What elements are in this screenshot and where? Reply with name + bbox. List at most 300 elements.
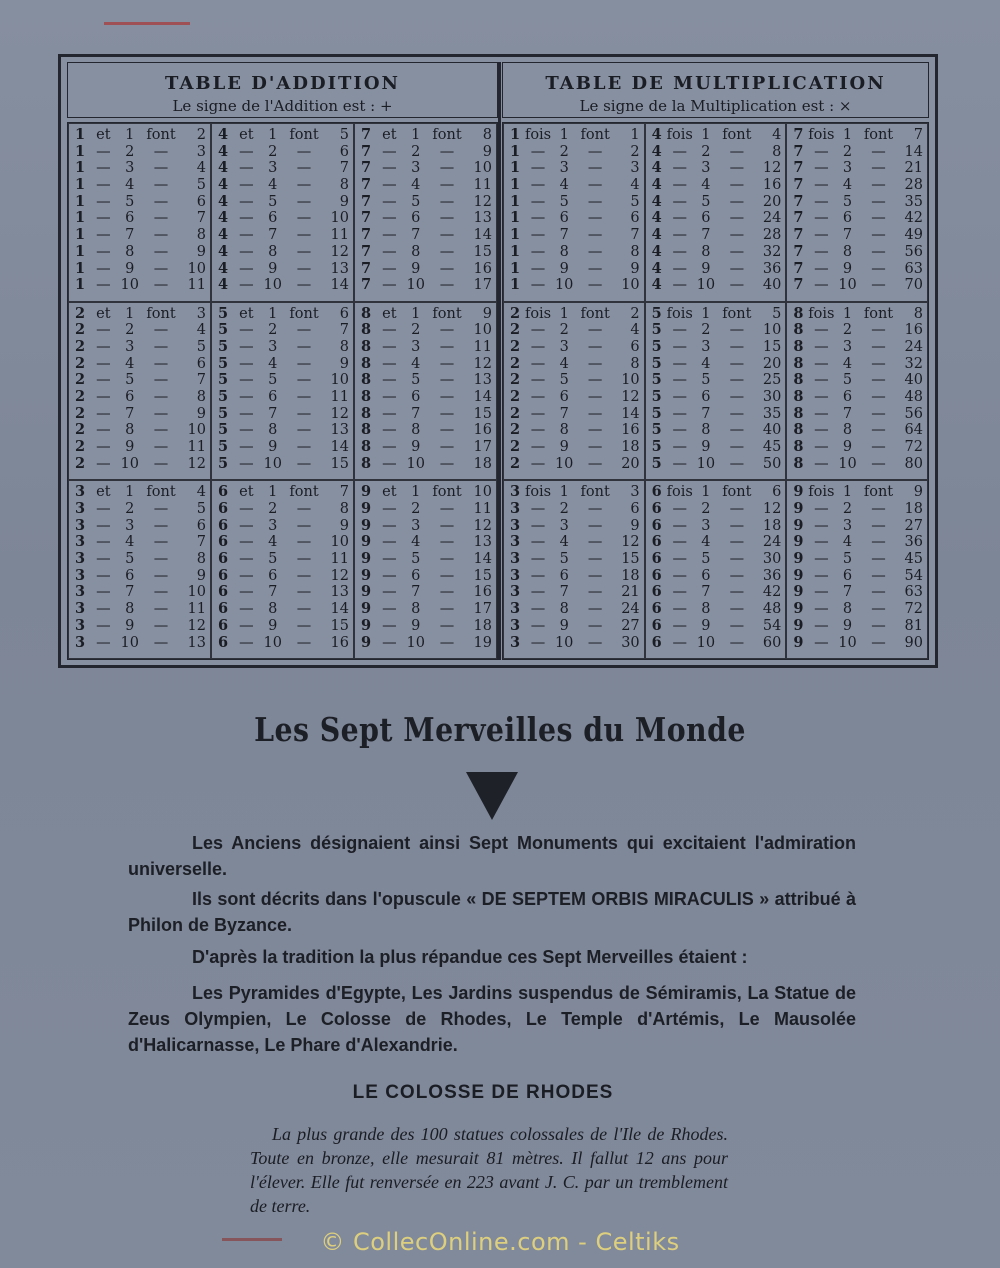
table-cell: 20 <box>762 193 782 210</box>
addition-block-8 <box>354 302 497 481</box>
table-cell: 32 <box>762 243 782 260</box>
table-row <box>218 618 349 635</box>
table-cell: 2 <box>701 143 711 160</box>
table-cell: fois <box>808 127 835 143</box>
table-cell: 7 <box>793 176 804 194</box>
table-cell: 80 <box>904 455 923 472</box>
table-row <box>652 356 782 373</box>
table-cell: 2 <box>411 143 421 160</box>
table-cell: — <box>239 617 254 634</box>
table-cell: 3 <box>268 160 278 177</box>
table-cell: 1 <box>510 276 521 294</box>
table-cell: — <box>96 405 111 422</box>
table-cell: — <box>296 617 312 634</box>
table-row <box>361 244 492 261</box>
table-cell: 13 <box>473 210 492 227</box>
table-cell: — <box>530 227 546 244</box>
table-cell: — <box>672 517 687 534</box>
table-cell: — <box>530 501 546 518</box>
table-cell: 25 <box>762 372 782 389</box>
table-cell: — <box>672 405 687 422</box>
table-row <box>75 306 206 323</box>
table-cell: 8 <box>361 404 372 422</box>
table-cell: — <box>672 551 687 568</box>
table-row <box>361 127 492 144</box>
table-cell: 3 <box>510 550 521 568</box>
table-cell: — <box>871 601 886 618</box>
table-cell: 4 <box>842 177 853 194</box>
table-cell: 6 <box>651 533 662 551</box>
table-cell: — <box>296 551 312 568</box>
table-cell: 4 <box>772 127 782 143</box>
table-cell: 54 <box>904 567 923 584</box>
table-cell: — <box>871 339 886 356</box>
table-cell: font <box>146 127 176 143</box>
table-cell: — <box>239 405 254 422</box>
table-cell: 16 <box>330 634 349 651</box>
table-cell: — <box>439 372 455 389</box>
table-cell: 8 <box>793 388 804 406</box>
table-cell: 2 <box>701 501 711 518</box>
table-cell: 72 <box>904 601 923 618</box>
table-cell: font <box>432 305 462 322</box>
table-cell: 7 <box>559 584 569 601</box>
table-cell: 17 <box>473 601 492 618</box>
table-cell: 9 <box>630 517 640 534</box>
table-cell: 5 <box>196 177 206 194</box>
table-row <box>793 422 923 439</box>
table-cell: 4 <box>630 177 640 194</box>
table-cell: 1 <box>75 142 86 160</box>
table-cell: — <box>239 584 254 601</box>
table-cell: 2 <box>75 421 86 439</box>
table-cell: — <box>587 177 603 194</box>
table-cell: 35 <box>904 193 923 210</box>
table-cell: 8 <box>630 243 640 260</box>
table-cell: 9 <box>701 439 711 456</box>
table-cell: — <box>672 260 687 277</box>
table-cell: 1 <box>75 226 86 244</box>
table-cell: 2 <box>510 338 521 356</box>
table-cell: 5 <box>218 338 229 356</box>
table-cell: 11 <box>473 501 492 518</box>
table-cell: 45 <box>904 551 923 568</box>
table-cell: 18 <box>473 455 492 472</box>
table-cell: — <box>530 567 546 584</box>
table-row <box>652 227 782 244</box>
table-row <box>793 551 923 568</box>
table-row <box>361 618 492 635</box>
table-cell: — <box>239 439 254 456</box>
table-row <box>361 534 492 551</box>
table-row <box>75 210 206 227</box>
table-row <box>652 484 782 501</box>
table-row <box>793 635 923 652</box>
table-cell: 3 <box>75 533 86 551</box>
table-cell: — <box>239 517 254 534</box>
table-row <box>361 372 492 389</box>
table-row <box>652 456 782 473</box>
table-cell: 3 <box>510 583 521 601</box>
table-cell: 8 <box>482 127 492 143</box>
table-cell: — <box>439 617 455 634</box>
table-cell: 7 <box>361 209 372 227</box>
table-cell: 3 <box>411 517 421 534</box>
table-cell: 4 <box>651 159 662 177</box>
table-row <box>652 261 782 278</box>
table-cell: — <box>729 143 745 160</box>
table-cell: — <box>814 355 829 372</box>
table-cell: 5 <box>125 193 135 210</box>
table-cell: — <box>439 601 455 618</box>
table-cell: — <box>729 517 745 534</box>
table-cell: — <box>439 177 455 194</box>
multiplication-block-7 <box>786 123 928 302</box>
table-cell: 28 <box>762 227 782 244</box>
table-cell: 6 <box>268 567 278 584</box>
addition-grid <box>67 122 498 660</box>
table-cell: — <box>814 160 829 177</box>
table-cell: — <box>530 372 546 389</box>
table-cell: 6 <box>651 600 662 618</box>
table-row <box>652 406 782 423</box>
addition-block-6 <box>211 480 354 659</box>
table-cell: — <box>382 177 397 194</box>
table-row <box>361 322 492 339</box>
table-cell: — <box>382 339 397 356</box>
table-cell: 8 <box>793 321 804 339</box>
table-cell: 9 <box>793 483 804 501</box>
table-cell: — <box>672 143 687 160</box>
table-cell: 36 <box>904 534 923 551</box>
table-row <box>793 439 923 456</box>
table-cell: — <box>382 617 397 634</box>
table-cell: 5 <box>218 321 229 339</box>
table-cell: 4 <box>268 177 278 194</box>
table-row <box>75 244 206 261</box>
table-cell: — <box>814 534 829 551</box>
table-cell: 9 <box>361 500 372 518</box>
table-row <box>793 534 923 551</box>
table-row <box>218 277 349 294</box>
table-cell: — <box>587 227 603 244</box>
table-cell: 11 <box>187 277 206 294</box>
table-cell: — <box>296 601 312 618</box>
table-cell: 9 <box>793 516 804 534</box>
table-cell: 14 <box>330 601 349 618</box>
top-red-line <box>104 22 190 25</box>
table-cell: 3 <box>559 339 569 356</box>
table-cell: — <box>439 455 455 472</box>
table-cell: — <box>239 277 254 294</box>
table-cell: 6 <box>651 633 662 651</box>
table-cell: — <box>729 193 745 210</box>
table-cell: 14 <box>621 405 640 422</box>
table-cell: 15 <box>473 405 492 422</box>
table-cell: — <box>530 634 546 651</box>
multiplication-grid <box>502 122 929 660</box>
table-cell: 10 <box>330 372 349 389</box>
table-cell: 2 <box>510 371 521 389</box>
multiplication-block-2 <box>503 302 645 481</box>
table-cell: 4 <box>701 534 711 551</box>
table-cell: 11 <box>473 339 492 356</box>
table-row <box>652 244 782 261</box>
table-cell: — <box>587 322 603 339</box>
table-cell: — <box>153 551 169 568</box>
table-cell: 6 <box>218 600 229 618</box>
table-cell: 4 <box>218 142 229 160</box>
table-cell: 6 <box>842 389 853 406</box>
table-cell: — <box>814 584 829 601</box>
table-cell: 1 <box>559 484 569 501</box>
table-cell: 5 <box>651 421 662 439</box>
table-cell: 5 <box>651 438 662 456</box>
table-cell: — <box>153 260 169 277</box>
table-cell: — <box>587 517 603 534</box>
table-cell: — <box>672 389 687 406</box>
triangle-ornament <box>466 772 518 820</box>
table-cell: 1 <box>268 484 278 501</box>
table-cell: 10 <box>838 455 857 472</box>
table-cell: 7 <box>339 484 349 501</box>
table-cell: 12 <box>473 517 492 534</box>
table-cell: 8 <box>630 355 640 372</box>
table-cell: 3 <box>701 339 711 356</box>
table-cell: 12 <box>330 405 349 422</box>
addition-block-7 <box>354 123 497 302</box>
table-cell: — <box>587 277 603 294</box>
table-cell: 1 <box>510 192 521 210</box>
table-cell: 49 <box>904 227 923 244</box>
table-row <box>510 584 640 601</box>
table-cell: 10 <box>762 322 782 339</box>
table-row <box>652 534 782 551</box>
table-cell: — <box>382 243 397 260</box>
table-cell: — <box>153 277 169 294</box>
table-cell: — <box>672 601 687 618</box>
table-cell: fois <box>808 484 835 501</box>
table-cell: 7 <box>793 126 804 143</box>
table-cell: 4 <box>842 534 853 551</box>
table-cell: 16 <box>473 260 492 277</box>
table-row <box>218 144 349 161</box>
table-cell: — <box>96 160 111 177</box>
table-cell: 21 <box>621 584 640 601</box>
table-cell: 4 <box>651 126 662 143</box>
table-cell: fois <box>808 305 835 322</box>
table-row <box>652 584 782 601</box>
table-cell: — <box>530 193 546 210</box>
table-cell: 7 <box>196 534 206 551</box>
table-row <box>510 635 640 652</box>
table-cell: 3 <box>125 160 135 177</box>
table-cell: — <box>96 534 111 551</box>
table-cell: — <box>871 517 886 534</box>
table-cell: 7 <box>913 127 923 143</box>
table-row <box>793 601 923 618</box>
table-row <box>361 518 492 535</box>
table-cell: 1 <box>75 242 86 260</box>
table-cell: 4 <box>218 276 229 294</box>
table-cell: — <box>239 372 254 389</box>
table-row <box>361 456 492 473</box>
table-cell: — <box>153 617 169 634</box>
table-cell: — <box>153 193 169 210</box>
table-row <box>510 210 640 227</box>
table-cell: 14 <box>904 143 923 160</box>
table-cell: 8 <box>793 454 804 472</box>
table-row <box>361 227 492 244</box>
table-cell: 8 <box>793 338 804 356</box>
table-cell: — <box>814 634 829 651</box>
table-cell: 7 <box>559 405 569 422</box>
table-cell: — <box>439 210 455 227</box>
table-cell: — <box>439 634 455 651</box>
table-row <box>793 406 923 423</box>
table-cell: 8 <box>339 501 349 518</box>
table-cell: 2 <box>510 438 521 456</box>
table-cell: — <box>296 243 312 260</box>
table-cell: 7 <box>361 192 372 210</box>
table-cell: — <box>439 243 455 260</box>
table-cell: 5 <box>842 372 853 389</box>
table-cell: — <box>296 372 312 389</box>
table-cell: 1 <box>559 127 569 143</box>
table-cell: 3 <box>196 305 206 322</box>
table-cell: — <box>729 439 745 456</box>
table-row <box>793 518 923 535</box>
table-row <box>510 518 640 535</box>
table-cell: 9 <box>842 439 853 456</box>
table-cell: — <box>439 339 455 356</box>
table-cell: — <box>96 243 111 260</box>
table-cell: 11 <box>330 389 349 406</box>
table-cell: 5 <box>218 304 229 322</box>
table-cell: — <box>587 617 603 634</box>
table-cell: — <box>587 339 603 356</box>
table-cell: — <box>382 389 397 406</box>
table-cell: 6 <box>651 616 662 634</box>
table-cell: 15 <box>473 567 492 584</box>
table-cell: 3 <box>510 500 521 518</box>
table-row <box>361 406 492 423</box>
table-cell: 64 <box>904 422 923 439</box>
table-cell: 10 <box>187 260 206 277</box>
table-divider <box>498 62 501 660</box>
table-cell: 72 <box>904 439 923 456</box>
table-cell: 15 <box>330 617 349 634</box>
table-row <box>793 618 923 635</box>
table-row <box>361 277 492 294</box>
table-row <box>361 584 492 601</box>
table-cell: 9 <box>411 439 421 456</box>
table-cell: 8 <box>559 422 569 439</box>
table-cell: font <box>289 484 319 501</box>
table-row <box>361 601 492 618</box>
table-cell: — <box>871 322 886 339</box>
table-row <box>218 456 349 473</box>
table-row <box>218 261 349 278</box>
table-cell: 8 <box>842 243 853 260</box>
table-cell: 1 <box>411 484 421 501</box>
tables-frame <box>58 54 938 668</box>
table-cell: et <box>96 305 111 322</box>
table-cell: — <box>729 177 745 194</box>
table-row <box>510 551 640 568</box>
table-row <box>75 389 206 406</box>
table-row <box>218 601 349 618</box>
table-cell: 8 <box>339 339 349 356</box>
table-cell: — <box>96 372 111 389</box>
table-cell: 10 <box>330 210 349 227</box>
table-cell: — <box>587 567 603 584</box>
table-row <box>793 160 923 177</box>
table-cell: 2 <box>75 371 86 389</box>
table-cell: 12 <box>187 617 206 634</box>
table-row <box>652 127 782 144</box>
table-row <box>793 306 923 323</box>
table-cell: — <box>439 422 455 439</box>
table-row <box>652 518 782 535</box>
table-cell: 2 <box>842 501 853 518</box>
table-cell: — <box>296 260 312 277</box>
table-cell: — <box>729 534 745 551</box>
table-cell: fois <box>524 484 552 501</box>
table-row <box>510 406 640 423</box>
table-cell: — <box>439 355 455 372</box>
table-cell: — <box>96 567 111 584</box>
table-cell: 42 <box>904 210 923 227</box>
table-cell: 14 <box>473 227 492 244</box>
table-cell: 40 <box>904 372 923 389</box>
table-cell: — <box>439 277 455 294</box>
table-cell: 1 <box>268 127 278 143</box>
table-cell: — <box>382 405 397 422</box>
table-cell: 8 <box>196 389 206 406</box>
table-cell: — <box>672 193 687 210</box>
table-row <box>75 356 206 373</box>
table-cell: — <box>814 567 829 584</box>
table-row <box>652 601 782 618</box>
table-cell: 6 <box>218 550 229 568</box>
table-cell: 8 <box>793 438 804 456</box>
table-cell: 1 <box>701 484 711 501</box>
table-row <box>361 177 492 194</box>
table-cell: 3 <box>75 583 86 601</box>
wonders-paragraph-4: Les Pyramides d'Egypte, Les Jardins suspendus de Sémiramis, La Statue de Zeus Olympien, Le Colosse de Rhodes, Le Temple d'Artémis, Le Mausolée d'Halicarnasse, Le Phare d'Alexandrie. <box>128 983 856 1055</box>
table-cell: 2 <box>268 322 278 339</box>
table-row <box>218 194 349 211</box>
table-cell: — <box>530 177 546 194</box>
table-cell: 6 <box>630 339 640 356</box>
table-cell: 9 <box>339 517 349 534</box>
table-cell: 1 <box>510 242 521 260</box>
table-cell: — <box>296 389 312 406</box>
table-cell: 6 <box>630 501 640 518</box>
table-cell: 2 <box>630 305 640 322</box>
table-cell: — <box>153 355 169 372</box>
table-cell: 2 <box>630 143 640 160</box>
multiplication-block-9 <box>786 480 928 659</box>
table-row <box>652 389 782 406</box>
table-cell: — <box>439 551 455 568</box>
table-cell: — <box>814 260 829 277</box>
table-cell: 3 <box>75 633 86 651</box>
table-row <box>75 322 206 339</box>
table-cell: 13 <box>330 422 349 439</box>
table-cell: 5 <box>630 193 640 210</box>
